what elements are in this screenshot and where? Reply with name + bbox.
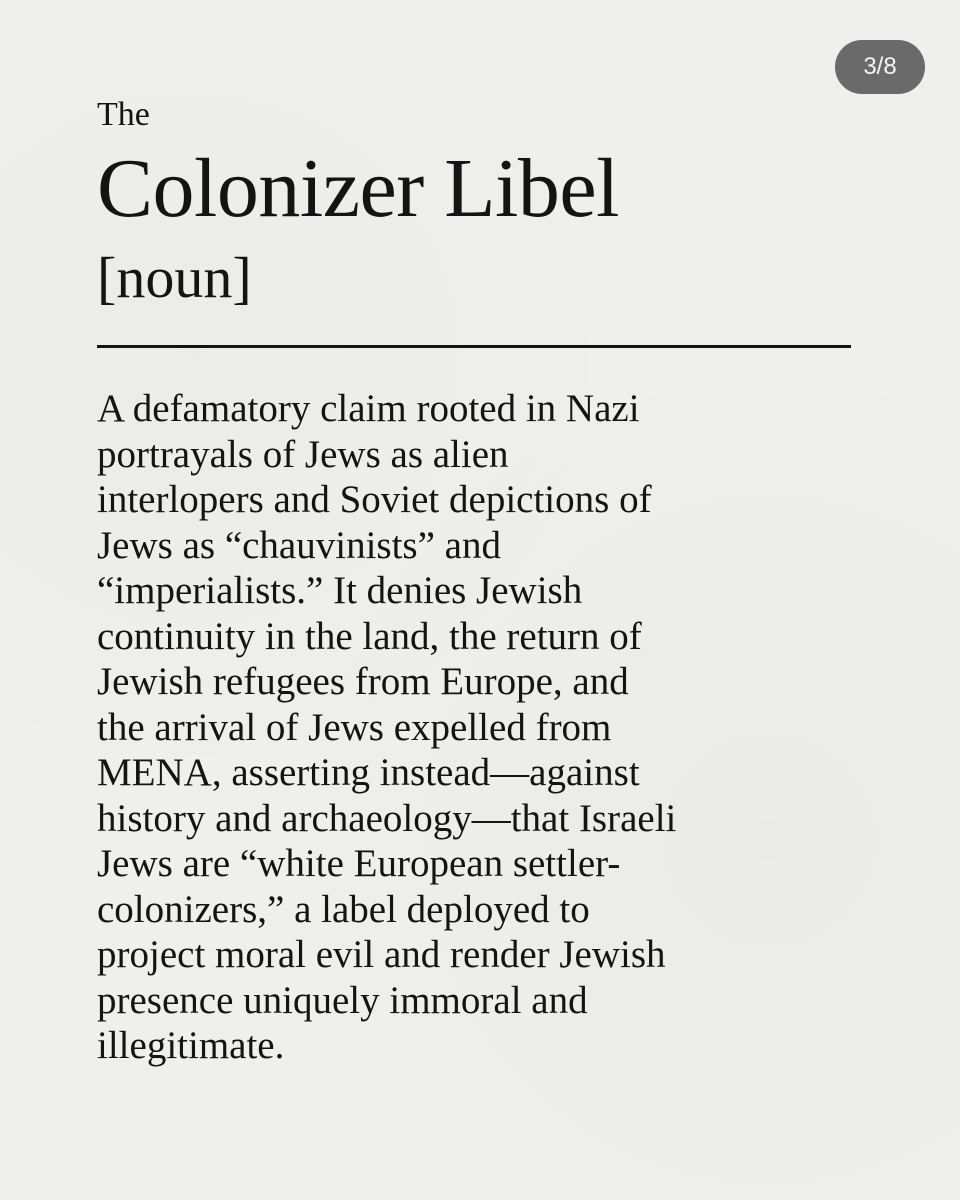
definition-line: continuity in the land, the return of xyxy=(97,614,642,658)
definition-text xyxy=(97,386,867,1069)
definition-line: project moral evil and render Jewish xyxy=(97,933,666,976)
definition-line: history and archaeology—that Israeli xyxy=(97,796,677,840)
definition-line: colonizers,” a label deployed to xyxy=(97,887,590,931)
dictionary-entry xyxy=(97,95,867,1069)
definition-line: interlopers and Soviet depictions of xyxy=(97,478,652,521)
slide-counter-badge: 3/8 xyxy=(835,40,925,94)
definition-line: A defamatory claim rooted in Nazi xyxy=(97,387,640,430)
divider-rule xyxy=(97,345,851,348)
definition-line: Jews as “chauvinists” and xyxy=(97,523,501,567)
definition-line: portrayals of Jews as alien xyxy=(97,432,509,476)
entry-title: Colonizer Libel xyxy=(97,142,620,235)
entry-overtitle: The xyxy=(97,96,150,133)
definition-line: the arrival of Jews expelled from xyxy=(97,705,612,749)
definition-line: Jews are “white European settler- xyxy=(97,842,621,885)
definition-line: presence uniquely immoral and xyxy=(97,978,588,1022)
part-of-speech: [noun] xyxy=(97,245,252,310)
definition-line: illegitimate. xyxy=(97,1024,285,1067)
definition-line: “imperialists.” It denies Jewish xyxy=(97,569,583,612)
definition-line: MENA, asserting instead—against xyxy=(97,751,640,794)
definition-line: Jewish refugees from Europe, and xyxy=(97,660,629,703)
